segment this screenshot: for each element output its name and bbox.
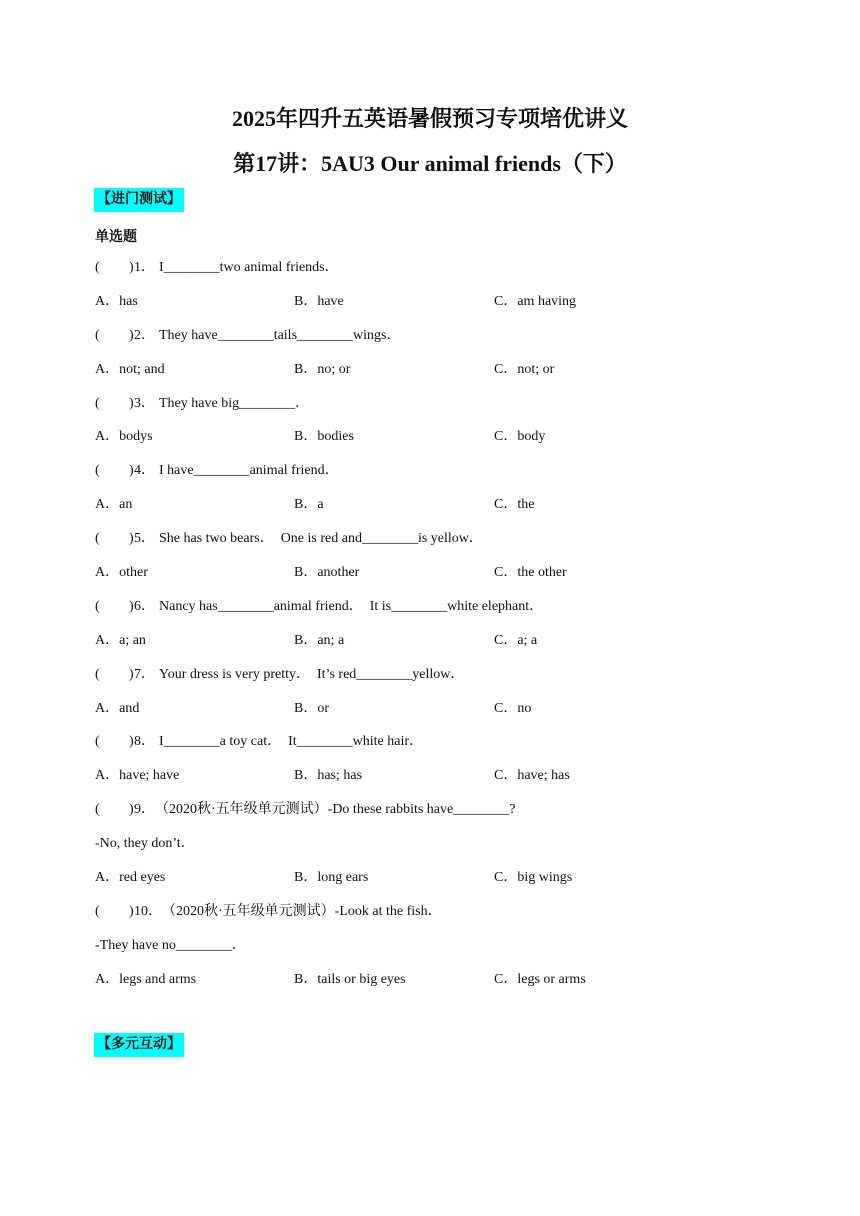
question-line [0, 902, 860, 936]
question-item [0, 597, 860, 665]
question-dialogue-line: -No, they don’t． [95, 836, 195, 852]
option-b[interactable]: B．no; or [294, 361, 351, 377]
question-number: 6． [134, 598, 155, 614]
option-c[interactable]: C．no [494, 700, 532, 716]
question-item [0, 258, 860, 326]
options-row [0, 766, 860, 800]
open-paren: ( [95, 395, 100, 411]
option-a[interactable]: A．other [95, 565, 148, 581]
option-c[interactable]: C．body [494, 429, 546, 445]
open-paren: ( [95, 598, 100, 614]
question-item [0, 326, 860, 394]
close-paren: ) [129, 395, 134, 411]
option-c[interactable]: C．have; has [494, 768, 570, 784]
close-paren: ) [129, 734, 134, 750]
option-b[interactable]: B．or [294, 700, 329, 716]
options-row [0, 360, 860, 394]
open-paren: ( [95, 327, 100, 343]
option-b[interactable]: B．another [294, 565, 360, 581]
question-line [0, 800, 860, 834]
open-paren: ( [95, 260, 100, 275]
option-c[interactable]: C．big wings [494, 870, 573, 886]
options-row [0, 868, 860, 902]
question-text: Your dress is very pretty． It’s red________yellow． [159, 666, 465, 682]
question-item [0, 394, 860, 462]
option-c[interactable]: C．the other [494, 565, 567, 581]
option-b[interactable]: B．a [294, 497, 324, 513]
question-line [0, 258, 860, 292]
question-text: （2020秋·五年级单元测试）-Look at the fish． [162, 903, 442, 919]
options-row [0, 699, 860, 733]
option-a[interactable]: A．red eyes [95, 870, 166, 886]
question-text: （2020秋·五年级单元测试）-Do these rabbits have________? [155, 802, 516, 818]
open-paren: ( [95, 531, 100, 547]
lesson-title: 第17讲：5AU3 Our animal friends（下） [233, 151, 627, 176]
close-paren: ) [129, 802, 134, 818]
question-text: They have big________． [159, 395, 310, 411]
question-number: 8． [134, 734, 155, 750]
option-a[interactable]: A．and [95, 700, 140, 716]
option-b[interactable]: B．has; has [294, 768, 363, 784]
close-paren: ) [129, 463, 134, 479]
question-text: I________two animal friends． [159, 260, 339, 275]
question-item [0, 529, 860, 597]
option-b[interactable]: B．bodies [294, 429, 354, 445]
question-dialogue-line: -They have no________． [95, 937, 246, 953]
question-number: 7． [134, 666, 155, 682]
open-paren: ( [95, 463, 100, 479]
option-a[interactable]: A．have; have [95, 768, 180, 784]
close-paren: ) [129, 260, 134, 275]
option-c[interactable]: C．the [494, 497, 535, 513]
option-b[interactable]: B．an; a [294, 632, 345, 648]
options-row [0, 970, 860, 1004]
close-paren: ) [129, 598, 134, 614]
question-item [0, 732, 860, 800]
options-row [0, 563, 860, 597]
open-paren: ( [95, 666, 100, 682]
options-row [0, 631, 860, 665]
option-c[interactable]: C．am having [494, 293, 577, 309]
question-item [0, 902, 860, 1004]
options-row [0, 427, 860, 461]
question-line [0, 394, 860, 428]
open-paren: ( [95, 802, 100, 818]
option-a[interactable]: A．a; an [95, 632, 146, 648]
question-line [0, 461, 860, 495]
question-line [0, 326, 860, 360]
question-text: I have________animal friend． [159, 463, 339, 479]
question-number: 3． [134, 395, 155, 411]
option-b[interactable]: B．long ears [294, 870, 369, 886]
option-a[interactable]: A．an [95, 497, 133, 513]
open-paren: ( [95, 734, 100, 750]
option-c[interactable]: C．legs or arms [494, 971, 586, 987]
question-list [0, 258, 860, 1004]
close-paren: ) [129, 327, 134, 343]
question-line [0, 529, 860, 563]
worksheet-title: 2025年四升五英语暑假预习专项培优讲义 [231, 106, 628, 131]
option-c[interactable]: C．a; a [494, 632, 538, 648]
option-c[interactable]: C．not; or [494, 361, 555, 377]
question-line [0, 732, 860, 766]
question-line [0, 665, 860, 699]
close-paren: ) [129, 531, 134, 547]
close-paren: ) [129, 666, 134, 682]
question-number: 10． [134, 903, 162, 919]
close-paren: ) [129, 903, 134, 919]
question-number: 4． [134, 463, 155, 479]
question-text: Nancy has________animal friend． It is________white elephant． [159, 598, 544, 614]
question-number: 9． [134, 802, 155, 818]
question-type-heading: 单选题 [95, 230, 137, 245]
section-entry-test-label: 【进门测试】 [94, 188, 184, 212]
options-row [0, 292, 860, 326]
option-a[interactable]: A．has [95, 293, 138, 309]
question-number: 2． [134, 327, 155, 343]
option-a[interactable]: A．legs and arms [95, 971, 197, 987]
option-a[interactable]: A．not; and [95, 361, 165, 377]
question-item [0, 665, 860, 733]
option-b[interactable]: B．have [294, 293, 344, 309]
question-item [0, 461, 860, 529]
question-number: 1． [134, 260, 155, 275]
question-number: 5． [134, 531, 155, 547]
question-text: They have________tails________wings． [159, 327, 401, 343]
question-text: I________a toy cat． It________white hair． [159, 734, 424, 750]
option-b[interactable]: B．tails or big eyes [294, 971, 406, 987]
question-item [0, 800, 860, 902]
section-multi-interaction-label: 【多元互动】 [94, 1033, 184, 1057]
option-a[interactable]: A．bodys [95, 429, 153, 445]
question-line [0, 597, 860, 631]
options-row [0, 495, 860, 529]
open-paren: ( [95, 903, 100, 919]
question-text: She has two bears． One is red and________is yellow． [159, 531, 483, 547]
